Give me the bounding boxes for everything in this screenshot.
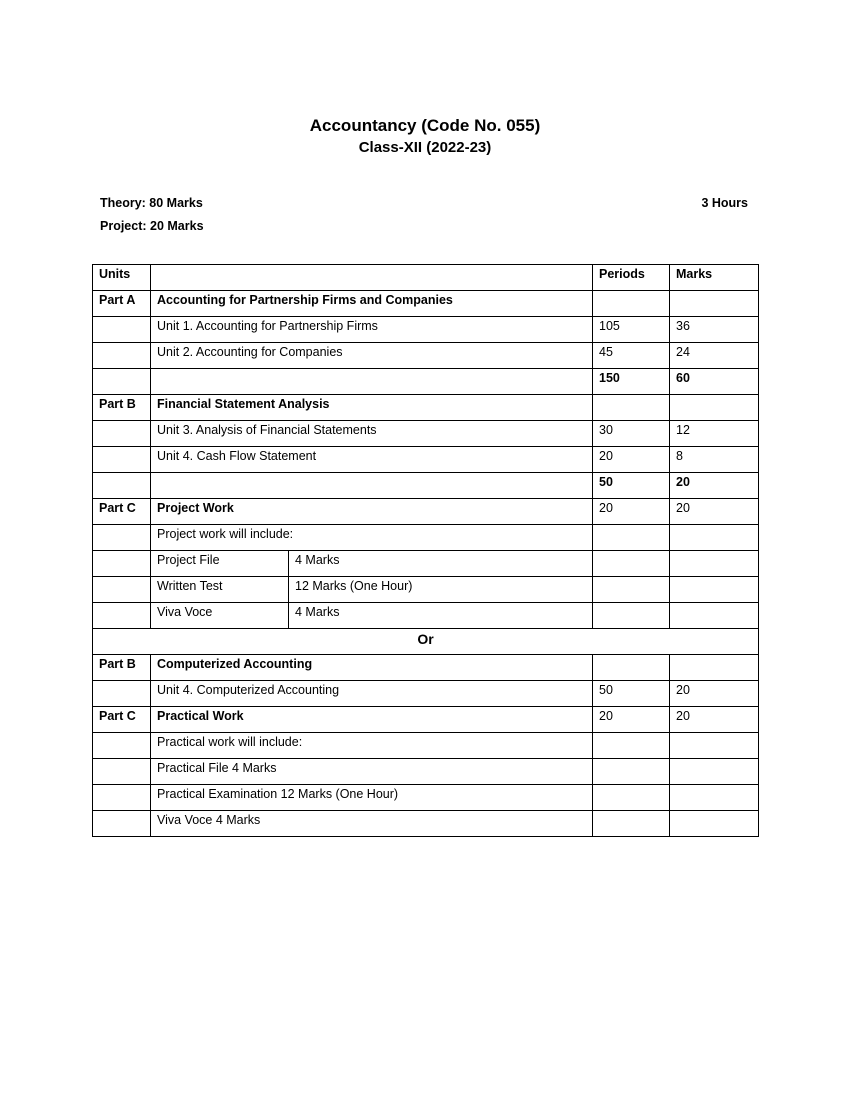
part-label: Part B <box>93 655 151 681</box>
periods-cell <box>593 733 670 759</box>
marks-total: 20 <box>670 473 759 499</box>
periods-cell: 20 <box>593 499 670 525</box>
page-title: Accountancy (Code No. 055) <box>309 116 541 135</box>
marks-cell: 20 <box>670 681 759 707</box>
marks-cell: 20 <box>670 707 759 733</box>
unit-name: Project work will include: <box>151 525 593 551</box>
theory-marks: Theory: 80 Marks <box>100 196 203 210</box>
unit-name: Unit 2. Accounting for Companies <box>151 343 593 369</box>
table-row <box>93 421 759 447</box>
part-label <box>93 473 151 499</box>
marks-total: 60 <box>670 369 759 395</box>
marks-cell <box>670 759 759 785</box>
table-row <box>93 395 759 421</box>
marks-cell <box>670 525 759 551</box>
page-subtitle: Class-XII (2022-23) <box>358 139 492 156</box>
periods-cell <box>593 759 670 785</box>
periods-cell <box>593 811 670 837</box>
table-header-row <box>93 265 759 291</box>
part-title: Computerized Accounting <box>151 655 593 681</box>
periods-cell: 105 <box>593 317 670 343</box>
table-row <box>93 681 759 707</box>
periods-cell: 30 <box>593 421 670 447</box>
table-row <box>93 551 759 577</box>
part-label <box>93 525 151 551</box>
marks-cell <box>670 785 759 811</box>
periods-cell: 20 <box>593 447 670 473</box>
table-row <box>93 577 759 603</box>
unit-name: Practical work will include: <box>151 733 593 759</box>
item-name: Written Test <box>151 577 289 603</box>
project-marks: Project: 20 Marks <box>100 219 204 233</box>
part-label <box>93 577 151 603</box>
part-label <box>93 369 151 395</box>
unit-name <box>151 473 593 499</box>
marks-cell: 20 <box>670 499 759 525</box>
part-label <box>93 785 151 811</box>
part-label <box>93 447 151 473</box>
table-row <box>93 317 759 343</box>
syllabus-table <box>92 264 759 837</box>
table-row <box>93 785 759 811</box>
table-row <box>93 499 759 525</box>
or-divider: Or <box>93 629 759 655</box>
periods-total: 150 <box>593 369 670 395</box>
table-row <box>93 525 759 551</box>
marks-cell <box>670 655 759 681</box>
unit-name: Viva Voce 4 Marks <box>151 811 593 837</box>
part-label <box>93 811 151 837</box>
periods-cell <box>593 577 670 603</box>
or-row <box>93 629 759 655</box>
header-blank <box>151 265 593 291</box>
marks-cell <box>670 577 759 603</box>
part-label <box>93 421 151 447</box>
table-row <box>93 707 759 733</box>
table-row <box>93 733 759 759</box>
table-row <box>93 343 759 369</box>
part-label: Part C <box>93 707 151 733</box>
part-label <box>93 317 151 343</box>
unit-name: Unit 4. Cash Flow Statement <box>151 447 593 473</box>
marks-cell <box>670 733 759 759</box>
part-label: Part A <box>93 291 151 317</box>
part-title: Accounting for Partnership Firms and Companies <box>151 291 593 317</box>
table-row <box>93 811 759 837</box>
periods-cell: 20 <box>593 707 670 733</box>
part-label: Part C <box>93 499 151 525</box>
item-name: Viva Voce <box>151 603 289 629</box>
part-title: Project Work <box>151 499 593 525</box>
marks-cell <box>670 291 759 317</box>
item-name: Project File <box>151 551 289 577</box>
part-label <box>93 551 151 577</box>
part-label: Part B <box>93 395 151 421</box>
table-row <box>93 655 759 681</box>
table-row <box>93 447 759 473</box>
unit-name: Practical File 4 Marks <box>151 759 593 785</box>
unit-name: Practical Examination 12 Marks (One Hour) <box>151 785 593 811</box>
periods-cell <box>593 785 670 811</box>
periods-cell <box>593 603 670 629</box>
table-row <box>93 603 759 629</box>
item-marks: 4 Marks <box>289 603 593 629</box>
part-label <box>93 759 151 785</box>
part-title: Financial Statement Analysis <box>151 395 593 421</box>
table-row <box>93 291 759 317</box>
marks-cell: 36 <box>670 317 759 343</box>
unit-name: Unit 3. Analysis of Financial Statements <box>151 421 593 447</box>
header-units: Units <box>93 265 151 291</box>
periods-cell: 50 <box>593 681 670 707</box>
table-row-total <box>93 369 759 395</box>
part-label <box>93 343 151 369</box>
unit-name <box>151 369 593 395</box>
marks-cell <box>670 551 759 577</box>
unit-name: Unit 4. Computerized Accounting <box>151 681 593 707</box>
header-marks: Marks <box>670 265 759 291</box>
periods-total: 50 <box>593 473 670 499</box>
marks-cell: 8 <box>670 447 759 473</box>
periods-cell <box>593 551 670 577</box>
duration: 3 Hours <box>701 196 748 210</box>
table-row <box>93 759 759 785</box>
part-label <box>93 733 151 759</box>
marks-cell <box>670 395 759 421</box>
marks-cell: 24 <box>670 343 759 369</box>
periods-cell: 45 <box>593 343 670 369</box>
table-row-total <box>93 473 759 499</box>
marks-cell <box>670 811 759 837</box>
periods-cell <box>593 395 670 421</box>
part-label <box>93 603 151 629</box>
unit-name: Unit 1. Accounting for Partnership Firms <box>151 317 593 343</box>
item-marks: 12 Marks (One Hour) <box>289 577 593 603</box>
periods-cell <box>593 655 670 681</box>
marks-cell: 12 <box>670 421 759 447</box>
periods-cell <box>593 291 670 317</box>
item-marks: 4 Marks <box>289 551 593 577</box>
marks-cell <box>670 603 759 629</box>
header-periods: Periods <box>593 265 670 291</box>
part-title: Practical Work <box>151 707 593 733</box>
periods-cell <box>593 525 670 551</box>
part-label <box>93 681 151 707</box>
